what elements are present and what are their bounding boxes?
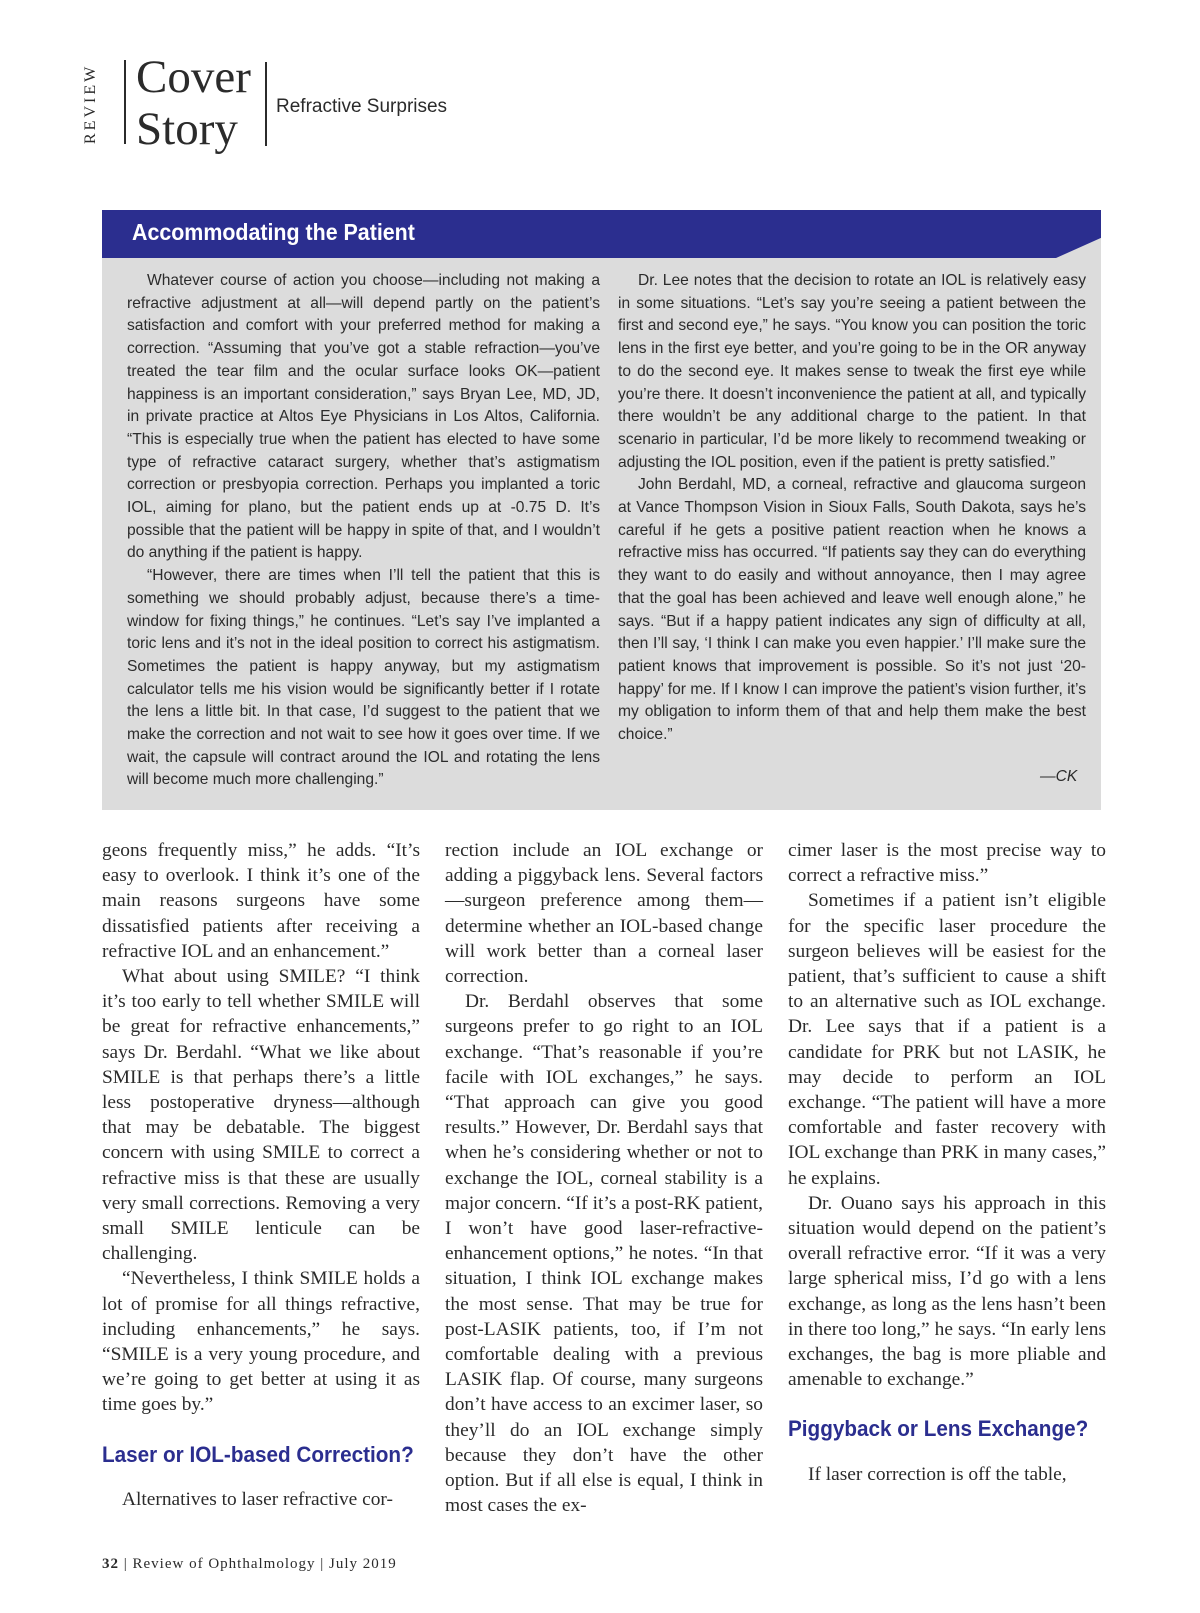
body-paragraph: Dr. Berdahl observes that some surgeons prefer to go right to an IOL exchange. “That’s reasonable if you’re facile with IOL exchanges,” he says. “That approach can give you good results.” However, Dr. Berdahl says that when he’s considering whether or not to exchange the IOL, corneal stability is a major concern. “If it’s a post-RK patient, I won’t have good laser-refractive-enhancement options,” he notes. “In that situation, I think IOL exchange makes the most sense. That may be true for post-LASIK patients, too, if I’m not comfortable dealing with a previous LASIK flap. Of course, many surgeons don’t have access to an excimer laser, so they’ll do an IOL exchange simply because they don’t have the other option. But if all else is equal, I think in most cases the ex- (445, 991, 763, 1517)
body-paragraph: “Nevertheless, I think SMILE holds a lot of promise for all things refractive, including enhancements,” he says. “SMILE is a very young procedure, and we’re going to get better at using it as time goes by.” (102, 1268, 420, 1416)
sidebar-title: Accommodating the Patient (132, 219, 415, 245)
sidebar-column-2 (618, 270, 1086, 747)
body-paragraph: What about using SMILE? “I think it’s too early to tell whether SMILE will be great for refractive enhancements,” says Dr. Berdahl. “What we like about SMILE is that perhaps there’s a little less postoperative dryness—although that may be debatable. The biggest concern with using SMILE to correct a refractive miss is that these are usually very small corrections. Removing a very small SMILE lenticule can be challenging. (102, 966, 420, 1265)
cover-word: Cover (136, 51, 251, 103)
body-column-1 (102, 838, 420, 1512)
body-paragraph: geons frequently miss,” he adds. “It’s easy to overlook. I think it’s one of the main reasons surgeons have some dissatisfied patients after receiving a refractive IOL and an enhancement.” (102, 840, 420, 962)
subhead-laser-or-iol: Laser or IOL-based Correction? (102, 1441, 414, 1467)
sidebar-paragraph: Dr. Lee notes that the decision to rotate an IOL is relatively easy in some situations. “Let’s say you’re seeing a patient between the first and second eye,” he says. “You know you can position the toric lens in the first eye better, and you’re going to be in the OR anyway to do the second eye. It makes sense to tweak the first eye while you’re there. It doesn’t inconvenience the patient at all, and typically there wouldn’t be any additional charge to the patient. In that scenario in particular, I’d be more likely to recommend tweaking or adjusting the IOL position, even if the patient is pretty satisfied.” (618, 272, 1086, 471)
sidebar-signature: —CK (1040, 768, 1078, 785)
body-paragraph: rection include an IOL exchange or adding a piggyback lens. Several factors—surgeon preference among them—determine whether an IOL-based change will work better than a corneal laser correction. (445, 840, 763, 988)
issue-date: July 2019 (329, 1556, 397, 1572)
body-paragraph: Alternatives to laser refractive cor- (122, 1488, 393, 1510)
sidebar-paragraph: John Berdahl, MD, a corneal, refractive and glaucoma surgeon at Vance Thompson Vision in Sioux Falls, South Dakota, says he’s careful if he gets a positive patient reaction when he knows a refractive miss has occurred. “If patients say they can do everything they want to do easily and without annoyance, then I may agree that the goal has been achieved and leave well enough alone,” he says. “But if a happy patient indicates any sign of difficulty at all, then I’ll say, ‘I think I can make you even happier.’ I’ll make sure the patient knows that improvement is possible. So it’s not just ‘20-happy’ for me. If I know I can improve the patient’s vision further, it’s my obligation to inform them of that and help them make the best choice.” (618, 476, 1086, 744)
page-number: 32 (102, 1556, 119, 1572)
body-paragraph: If laser correction is off the table, (808, 1463, 1067, 1485)
story-word: Story (136, 103, 238, 155)
publication-name: Review of Ophthalmology (132, 1556, 316, 1572)
footer-separator: | (320, 1556, 325, 1572)
body-paragraph: Sometimes if a patient isn’t eligible for the specific laser procedure the surgeon believes will be easiest for the patient, that’s sufficient to cause a shift to an alternative such as IOL exchange. Dr. Lee says that if a patient is a candidate for PRK but not LASIK, he may decide to perform an IOL exchange. “The patient will have a more comfortable and faster recovery with IOL exchange than PRK in many cases,” he explains. (788, 890, 1106, 1189)
header-divider-2 (265, 62, 267, 146)
review-label: REVIEW (82, 63, 99, 144)
sidebar-paragraph: Whatever course of action you choose—including not making a refractive adjustment at all—will depend partly on the patient’s satisfaction and comfort with your preferred method for making a correction. “Assuming that you’ve got a stable refraction—you’ve treated the tear film and the ocular surface looks OK—patient happiness is an important consideration,” says Bryan Lee, MD, JD, in private practice at Altos Eye Physicians in Los Altos, California. “This is especially true when the patient has elected to have some type of refractive cataract surgery, whether that’s astigmatism correction or presbyopia correction. Perhaps you implanted a toric IOL, aiming for plano, but the patient ends up at -0.75 D. It’s possible that the patient will be happy in spite of that, and I wouldn’t do anything if the patient is happy. (127, 272, 600, 562)
page-footer (102, 1556, 397, 1573)
subhead-piggyback-or-exchange: Piggyback or Lens Exchange? (788, 1416, 1089, 1442)
body-paragraph: Dr. Ouano says his approach in this situation would depend on the patient’s overall refractive error. “If it was a very large spherical miss, I’d go with a lens exchange, as long as the lens hasn’t been in there too long,” he says. “In early lens exchanges, the bag is more pliable and amenable to exchange.” (788, 1192, 1106, 1391)
header-divider (124, 60, 126, 144)
sidebar-column-1 (127, 270, 600, 792)
body-column-2 (445, 838, 763, 1518)
sidebar-paragraph: “However, there are times when I’ll tell the patient that this is something we should probably adjust, because there’s a time-window for fixing things,” he continues. “Let’s say I’ve implanted a toric lens and it’s not in the ideal position to correct his astigmatism. Sometimes the patient is happy anyway, but my astigmatism calculator tells me his vision would be significantly better if I rotate the lens a little bit. In that case, I’d suggest to the patient that we make the correction and not wait to see how it goes over time. If we wait, the capsule will contract around the IOL and rotating the lens will become much more challenging.” (127, 567, 600, 789)
section-title: Refractive Surprises (276, 96, 448, 117)
body-column-3 (788, 838, 1106, 1487)
footer-separator: | (123, 1556, 128, 1572)
body-paragraph: cimer laser is the most precise way to correct a refractive miss.” (788, 840, 1106, 887)
